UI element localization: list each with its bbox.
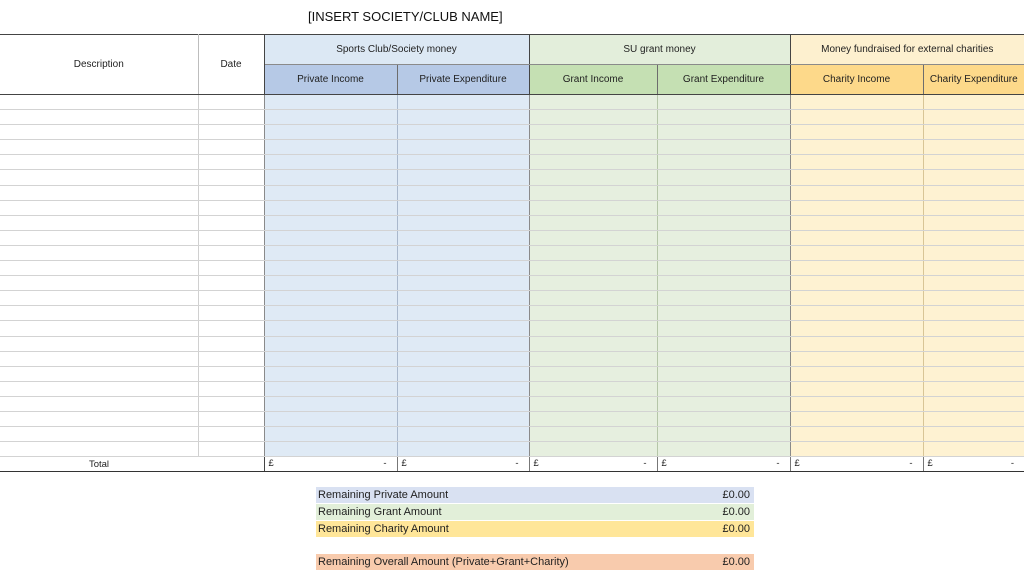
total-row bbox=[0, 457, 1024, 472]
grant-expenditure-cell[interactable] bbox=[657, 170, 790, 185]
total-date-cell[interactable] bbox=[198, 457, 264, 472]
charity-expenditure-cell[interactable] bbox=[923, 125, 1024, 140]
description-cell[interactable] bbox=[0, 351, 198, 366]
private-income-cell[interactable] bbox=[264, 245, 397, 260]
charity-income-cell[interactable] bbox=[790, 200, 923, 215]
private-expenditure-cell[interactable] bbox=[397, 396, 529, 411]
charity-income-cell[interactable] bbox=[790, 366, 923, 381]
grant-expenditure-cell[interactable] bbox=[657, 427, 790, 442]
private-income-cell[interactable] bbox=[264, 261, 397, 276]
grant-expenditure-cell[interactable] bbox=[657, 366, 790, 381]
grant-income-cell[interactable] bbox=[529, 351, 657, 366]
private-expenditure-cell[interactable] bbox=[397, 366, 529, 381]
grant-income-cell[interactable] bbox=[529, 276, 657, 291]
total-grant-income[interactable]: £ - bbox=[529, 457, 657, 472]
grant-money-group-header[interactable]: SU grant money bbox=[529, 35, 790, 65]
date-cell[interactable] bbox=[198, 442, 264, 457]
charity-income-cell[interactable] bbox=[790, 110, 923, 125]
ledger-row bbox=[0, 427, 1024, 442]
grant-expenditure-cell[interactable] bbox=[657, 321, 790, 336]
private-expenditure-cell[interactable] bbox=[397, 442, 529, 457]
grant-income-cell[interactable] bbox=[529, 170, 657, 185]
private-income-cell[interactable] bbox=[264, 95, 397, 110]
ledger-row bbox=[0, 321, 1024, 336]
grant-expenditure-cell[interactable] bbox=[657, 396, 790, 411]
charity-expenditure-cell[interactable] bbox=[923, 336, 1024, 351]
charity-expenditure-cell[interactable] bbox=[923, 200, 1024, 215]
ledger-row bbox=[0, 442, 1024, 457]
grant-expenditure-cell[interactable] bbox=[657, 381, 790, 396]
description-cell[interactable] bbox=[0, 306, 198, 321]
private-expenditure-cell[interactable] bbox=[397, 140, 529, 155]
charity-income-cell[interactable] bbox=[790, 155, 923, 170]
ledger-row bbox=[0, 381, 1024, 396]
private-income-cell[interactable] bbox=[264, 306, 397, 321]
private-income-cell[interactable] bbox=[264, 276, 397, 291]
private-income-cell[interactable] bbox=[264, 110, 397, 125]
grant-expenditure-cell[interactable] bbox=[657, 336, 790, 351]
description-cell[interactable] bbox=[0, 442, 198, 457]
description-cell[interactable] bbox=[0, 261, 198, 276]
summary-grant-row[interactable] bbox=[316, 504, 754, 520]
ledger-row bbox=[0, 306, 1024, 321]
summary-charity-row[interactable] bbox=[316, 521, 754, 537]
grant-expenditure-cell[interactable] bbox=[657, 291, 790, 306]
total-private-expenditure[interactable]: £ - bbox=[397, 457, 529, 472]
description-cell[interactable] bbox=[0, 291, 198, 306]
ledger-row bbox=[0, 110, 1024, 125]
ledger-row bbox=[0, 245, 1024, 260]
ledger-row bbox=[0, 411, 1024, 426]
total-charity-expenditure[interactable]: £ - bbox=[923, 457, 1024, 472]
private-expenditure-cell[interactable] bbox=[397, 336, 529, 351]
private-expenditure-cell[interactable] bbox=[397, 381, 529, 396]
grant-expenditure-cell[interactable] bbox=[657, 276, 790, 291]
private-income-cell[interactable] bbox=[264, 336, 397, 351]
private-income-cell[interactable] bbox=[264, 125, 397, 140]
charity-income-cell[interactable] bbox=[790, 381, 923, 396]
grant-expenditure-cell[interactable] bbox=[657, 411, 790, 426]
date-cell[interactable] bbox=[198, 291, 264, 306]
grant-expenditure-cell[interactable] bbox=[657, 215, 790, 230]
private-expenditure-header[interactable]: Private Expenditure bbox=[397, 65, 529, 95]
charity-income-cell[interactable] bbox=[790, 215, 923, 230]
ledger-row bbox=[0, 155, 1024, 170]
charity-income-cell[interactable] bbox=[790, 230, 923, 245]
total-grant-expenditure[interactable]: £ - bbox=[657, 457, 790, 472]
private-income-cell[interactable] bbox=[264, 396, 397, 411]
private-income-header[interactable]: Private Income bbox=[264, 65, 397, 95]
grant-income-cell[interactable] bbox=[529, 411, 657, 426]
private-expenditure-cell[interactable] bbox=[397, 291, 529, 306]
date-cell[interactable] bbox=[198, 245, 264, 260]
charity-expenditure-cell[interactable] bbox=[923, 427, 1024, 442]
private-income-cell[interactable] bbox=[264, 155, 397, 170]
summary-private-value: £0.00 bbox=[722, 489, 750, 501]
charity-expenditure-cell[interactable] bbox=[923, 110, 1024, 125]
grant-income-cell[interactable] bbox=[529, 110, 657, 125]
description-cell[interactable] bbox=[0, 125, 198, 140]
grant-income-cell[interactable] bbox=[529, 185, 657, 200]
date-cell[interactable] bbox=[198, 185, 264, 200]
date-cell[interactable] bbox=[198, 276, 264, 291]
ledger-row bbox=[0, 215, 1024, 230]
description-cell[interactable] bbox=[0, 155, 198, 170]
date-cell[interactable] bbox=[198, 396, 264, 411]
total-charity-income[interactable]: £ - bbox=[790, 457, 923, 472]
date-cell[interactable] bbox=[198, 321, 264, 336]
grant-expenditure-cell[interactable] bbox=[657, 125, 790, 140]
date-cell[interactable] bbox=[198, 261, 264, 276]
charity-income-header[interactable]: Charity Income bbox=[790, 65, 923, 95]
description-cell[interactable] bbox=[0, 185, 198, 200]
date-cell[interactable] bbox=[198, 351, 264, 366]
charity-income-cell[interactable] bbox=[790, 291, 923, 306]
description-cell[interactable] bbox=[0, 381, 198, 396]
description-cell[interactable] bbox=[0, 366, 198, 381]
grant-income-cell[interactable] bbox=[529, 125, 657, 140]
grant-expenditure-cell[interactable] bbox=[657, 245, 790, 260]
ledger-row bbox=[0, 170, 1024, 185]
private-expenditure-cell[interactable] bbox=[397, 95, 529, 110]
grant-income-cell[interactable] bbox=[529, 366, 657, 381]
ledger-row bbox=[0, 396, 1024, 411]
date-cell[interactable] bbox=[198, 336, 264, 351]
grant-expenditure-cell[interactable] bbox=[657, 185, 790, 200]
ledger-row bbox=[0, 276, 1024, 291]
charity-income-cell[interactable] bbox=[790, 125, 923, 140]
description-cell[interactable] bbox=[0, 427, 198, 442]
private-income-cell[interactable] bbox=[264, 200, 397, 215]
private-expenditure-cell[interactable] bbox=[397, 306, 529, 321]
grant-expenditure-cell[interactable] bbox=[657, 140, 790, 155]
ledger-row bbox=[0, 261, 1024, 276]
charity-income-cell[interactable] bbox=[790, 396, 923, 411]
date-cell[interactable] bbox=[198, 140, 264, 155]
charity-expenditure-cell[interactable] bbox=[923, 306, 1024, 321]
grant-expenditure-cell[interactable] bbox=[657, 351, 790, 366]
description-cell[interactable] bbox=[0, 396, 198, 411]
date-cell[interactable] bbox=[198, 110, 264, 125]
date-cell[interactable] bbox=[198, 411, 264, 426]
grant-income-cell[interactable] bbox=[529, 155, 657, 170]
private-expenditure-cell[interactable] bbox=[397, 230, 529, 245]
summary-grant-label: Remaining Grant Amount bbox=[318, 506, 442, 518]
ledger-row bbox=[0, 200, 1024, 215]
charity-expenditure-cell[interactable] bbox=[923, 185, 1024, 200]
charity-income-cell[interactable] bbox=[790, 306, 923, 321]
charity-income-cell[interactable] bbox=[790, 170, 923, 185]
grant-expenditure-header[interactable]: Grant Expenditure bbox=[657, 65, 790, 95]
grant-expenditure-cell[interactable] bbox=[657, 155, 790, 170]
description-cell[interactable] bbox=[0, 170, 198, 185]
ledger-row bbox=[0, 125, 1024, 140]
summary-overall-value: £0.00 bbox=[722, 556, 750, 568]
private-expenditure-cell[interactable] bbox=[397, 351, 529, 366]
private-income-cell[interactable] bbox=[264, 442, 397, 457]
date-cell[interactable] bbox=[198, 170, 264, 185]
date-cell[interactable] bbox=[198, 381, 264, 396]
grant-income-cell[interactable] bbox=[529, 427, 657, 442]
charity-expenditure-cell[interactable] bbox=[923, 215, 1024, 230]
summary-grant-value: £0.00 bbox=[722, 506, 750, 518]
charity-expenditure-cell[interactable] bbox=[923, 155, 1024, 170]
charity-income-cell[interactable] bbox=[790, 351, 923, 366]
date-header[interactable]: Date bbox=[198, 35, 264, 95]
charity-expenditure-cell[interactable] bbox=[923, 140, 1024, 155]
charity-money-group-header[interactable]: Money fundraised for external charities bbox=[790, 35, 1024, 65]
charity-income-cell[interactable] bbox=[790, 321, 923, 336]
description-cell[interactable] bbox=[0, 230, 198, 245]
grant-income-cell[interactable] bbox=[529, 230, 657, 245]
ledger-row bbox=[0, 336, 1024, 351]
private-income-cell[interactable] bbox=[264, 170, 397, 185]
private-income-cell[interactable] bbox=[264, 291, 397, 306]
ledger-row bbox=[0, 351, 1024, 366]
grant-income-cell[interactable] bbox=[529, 336, 657, 351]
grant-income-cell[interactable] bbox=[529, 291, 657, 306]
charity-expenditure-cell[interactable] bbox=[923, 261, 1024, 276]
private-expenditure-cell[interactable] bbox=[397, 215, 529, 230]
total-private-income[interactable]: £ - bbox=[264, 457, 397, 472]
charity-income-cell[interactable] bbox=[790, 336, 923, 351]
date-cell[interactable] bbox=[198, 427, 264, 442]
summary-private-label: Remaining Private Amount bbox=[318, 489, 449, 501]
private-expenditure-cell[interactable] bbox=[397, 321, 529, 336]
date-cell[interactable] bbox=[198, 230, 264, 245]
charity-income-cell[interactable] bbox=[790, 245, 923, 260]
charity-income-cell[interactable] bbox=[790, 95, 923, 110]
private-expenditure-cell[interactable] bbox=[397, 155, 529, 170]
date-cell[interactable] bbox=[198, 215, 264, 230]
grant-income-header[interactable]: Grant Income bbox=[529, 65, 657, 95]
private-expenditure-cell[interactable] bbox=[397, 261, 529, 276]
ledger-row bbox=[0, 95, 1024, 110]
charity-expenditure-cell[interactable] bbox=[923, 321, 1024, 336]
private-income-cell[interactable] bbox=[264, 185, 397, 200]
private-expenditure-cell[interactable] bbox=[397, 200, 529, 215]
charity-expenditure-cell[interactable] bbox=[923, 230, 1024, 245]
description-header[interactable]: Description bbox=[0, 35, 198, 95]
private-income-cell[interactable] bbox=[264, 366, 397, 381]
private-expenditure-cell[interactable] bbox=[397, 411, 529, 426]
date-cell[interactable] bbox=[198, 306, 264, 321]
charity-expenditure-header[interactable]: Charity Expenditure bbox=[923, 65, 1024, 95]
grant-income-cell[interactable] bbox=[529, 245, 657, 260]
private-expenditure-cell[interactable] bbox=[397, 185, 529, 200]
grant-income-cell[interactable] bbox=[529, 396, 657, 411]
description-cell[interactable] bbox=[0, 245, 198, 260]
charity-expenditure-cell[interactable] bbox=[923, 442, 1024, 457]
charity-income-cell[interactable] bbox=[790, 261, 923, 276]
charity-expenditure-cell[interactable] bbox=[923, 396, 1024, 411]
ledger-row bbox=[0, 366, 1024, 381]
private-income-cell[interactable] bbox=[264, 230, 397, 245]
charity-expenditure-cell[interactable] bbox=[923, 95, 1024, 110]
date-cell[interactable] bbox=[198, 155, 264, 170]
charity-expenditure-cell[interactable] bbox=[923, 291, 1024, 306]
charity-income-cell[interactable] bbox=[790, 442, 923, 457]
total-label: Total bbox=[0, 457, 198, 472]
private-income-cell[interactable] bbox=[264, 381, 397, 396]
private-income-cell[interactable] bbox=[264, 321, 397, 336]
description-cell[interactable] bbox=[0, 276, 198, 291]
grant-expenditure-cell[interactable] bbox=[657, 230, 790, 245]
date-cell[interactable] bbox=[198, 200, 264, 215]
grant-expenditure-cell[interactable] bbox=[657, 261, 790, 276]
charity-expenditure-cell[interactable] bbox=[923, 381, 1024, 396]
charity-expenditure-cell[interactable] bbox=[923, 245, 1024, 260]
private-expenditure-cell[interactable] bbox=[397, 276, 529, 291]
grant-income-cell[interactable] bbox=[529, 95, 657, 110]
grant-expenditure-cell[interactable] bbox=[657, 200, 790, 215]
description-cell[interactable] bbox=[0, 95, 198, 110]
summary-private-row[interactable] bbox=[316, 487, 754, 503]
date-cell[interactable] bbox=[198, 366, 264, 381]
description-cell[interactable] bbox=[0, 110, 198, 125]
grant-income-cell[interactable] bbox=[529, 261, 657, 276]
summary-charity-label: Remaining Charity Amount bbox=[318, 523, 449, 535]
charity-expenditure-cell[interactable] bbox=[923, 351, 1024, 366]
ledger-table bbox=[0, 34, 1024, 472]
grant-income-cell[interactable] bbox=[529, 215, 657, 230]
sports-money-group-header[interactable]: Sports Club/Society money bbox=[264, 35, 529, 65]
ledger-row bbox=[0, 291, 1024, 306]
grant-expenditure-cell[interactable] bbox=[657, 306, 790, 321]
private-income-cell[interactable] bbox=[264, 140, 397, 155]
description-cell[interactable] bbox=[0, 411, 198, 426]
summary-overall-label: Remaining Overall Amount (Private+Grant+Charity) bbox=[318, 556, 569, 568]
description-cell[interactable] bbox=[0, 140, 198, 155]
sheet-title[interactable]: [INSERT SOCIETY/CLUB NAME] bbox=[308, 9, 503, 24]
charity-income-cell[interactable] bbox=[790, 140, 923, 155]
summary-overall-row[interactable] bbox=[316, 554, 754, 570]
private-expenditure-cell[interactable] bbox=[397, 427, 529, 442]
grant-income-cell[interactable] bbox=[529, 200, 657, 215]
charity-income-cell[interactable] bbox=[790, 411, 923, 426]
private-expenditure-cell[interactable] bbox=[397, 245, 529, 260]
date-cell[interactable] bbox=[198, 125, 264, 140]
private-expenditure-cell[interactable] bbox=[397, 110, 529, 125]
charity-expenditure-cell[interactable] bbox=[923, 276, 1024, 291]
charity-income-cell[interactable] bbox=[790, 427, 923, 442]
private-expenditure-cell[interactable] bbox=[397, 125, 529, 140]
charity-income-cell[interactable] bbox=[790, 185, 923, 200]
ledger-row bbox=[0, 230, 1024, 245]
description-cell[interactable] bbox=[0, 200, 198, 215]
description-cell[interactable] bbox=[0, 215, 198, 230]
grant-expenditure-cell[interactable] bbox=[657, 110, 790, 125]
date-cell[interactable] bbox=[198, 95, 264, 110]
private-expenditure-cell[interactable] bbox=[397, 170, 529, 185]
grant-income-cell[interactable] bbox=[529, 442, 657, 457]
charity-expenditure-cell[interactable] bbox=[923, 411, 1024, 426]
ledger-row bbox=[0, 185, 1024, 200]
grant-expenditure-cell[interactable] bbox=[657, 95, 790, 110]
description-cell[interactable] bbox=[0, 336, 198, 351]
ledger-rows bbox=[0, 95, 1024, 457]
grant-expenditure-cell[interactable] bbox=[657, 442, 790, 457]
private-income-cell[interactable] bbox=[264, 215, 397, 230]
private-income-cell[interactable] bbox=[264, 351, 397, 366]
grant-income-cell[interactable] bbox=[529, 140, 657, 155]
charity-income-cell[interactable] bbox=[790, 276, 923, 291]
private-income-cell[interactable] bbox=[264, 411, 397, 426]
summary-charity-value: £0.00 bbox=[722, 523, 750, 535]
private-income-cell[interactable] bbox=[264, 427, 397, 442]
charity-expenditure-cell[interactable] bbox=[923, 170, 1024, 185]
grant-income-cell[interactable] bbox=[529, 381, 657, 396]
charity-expenditure-cell[interactable] bbox=[923, 366, 1024, 381]
ledger-row bbox=[0, 140, 1024, 155]
grant-income-cell[interactable] bbox=[529, 321, 657, 336]
grant-income-cell[interactable] bbox=[529, 306, 657, 321]
description-cell[interactable] bbox=[0, 321, 198, 336]
